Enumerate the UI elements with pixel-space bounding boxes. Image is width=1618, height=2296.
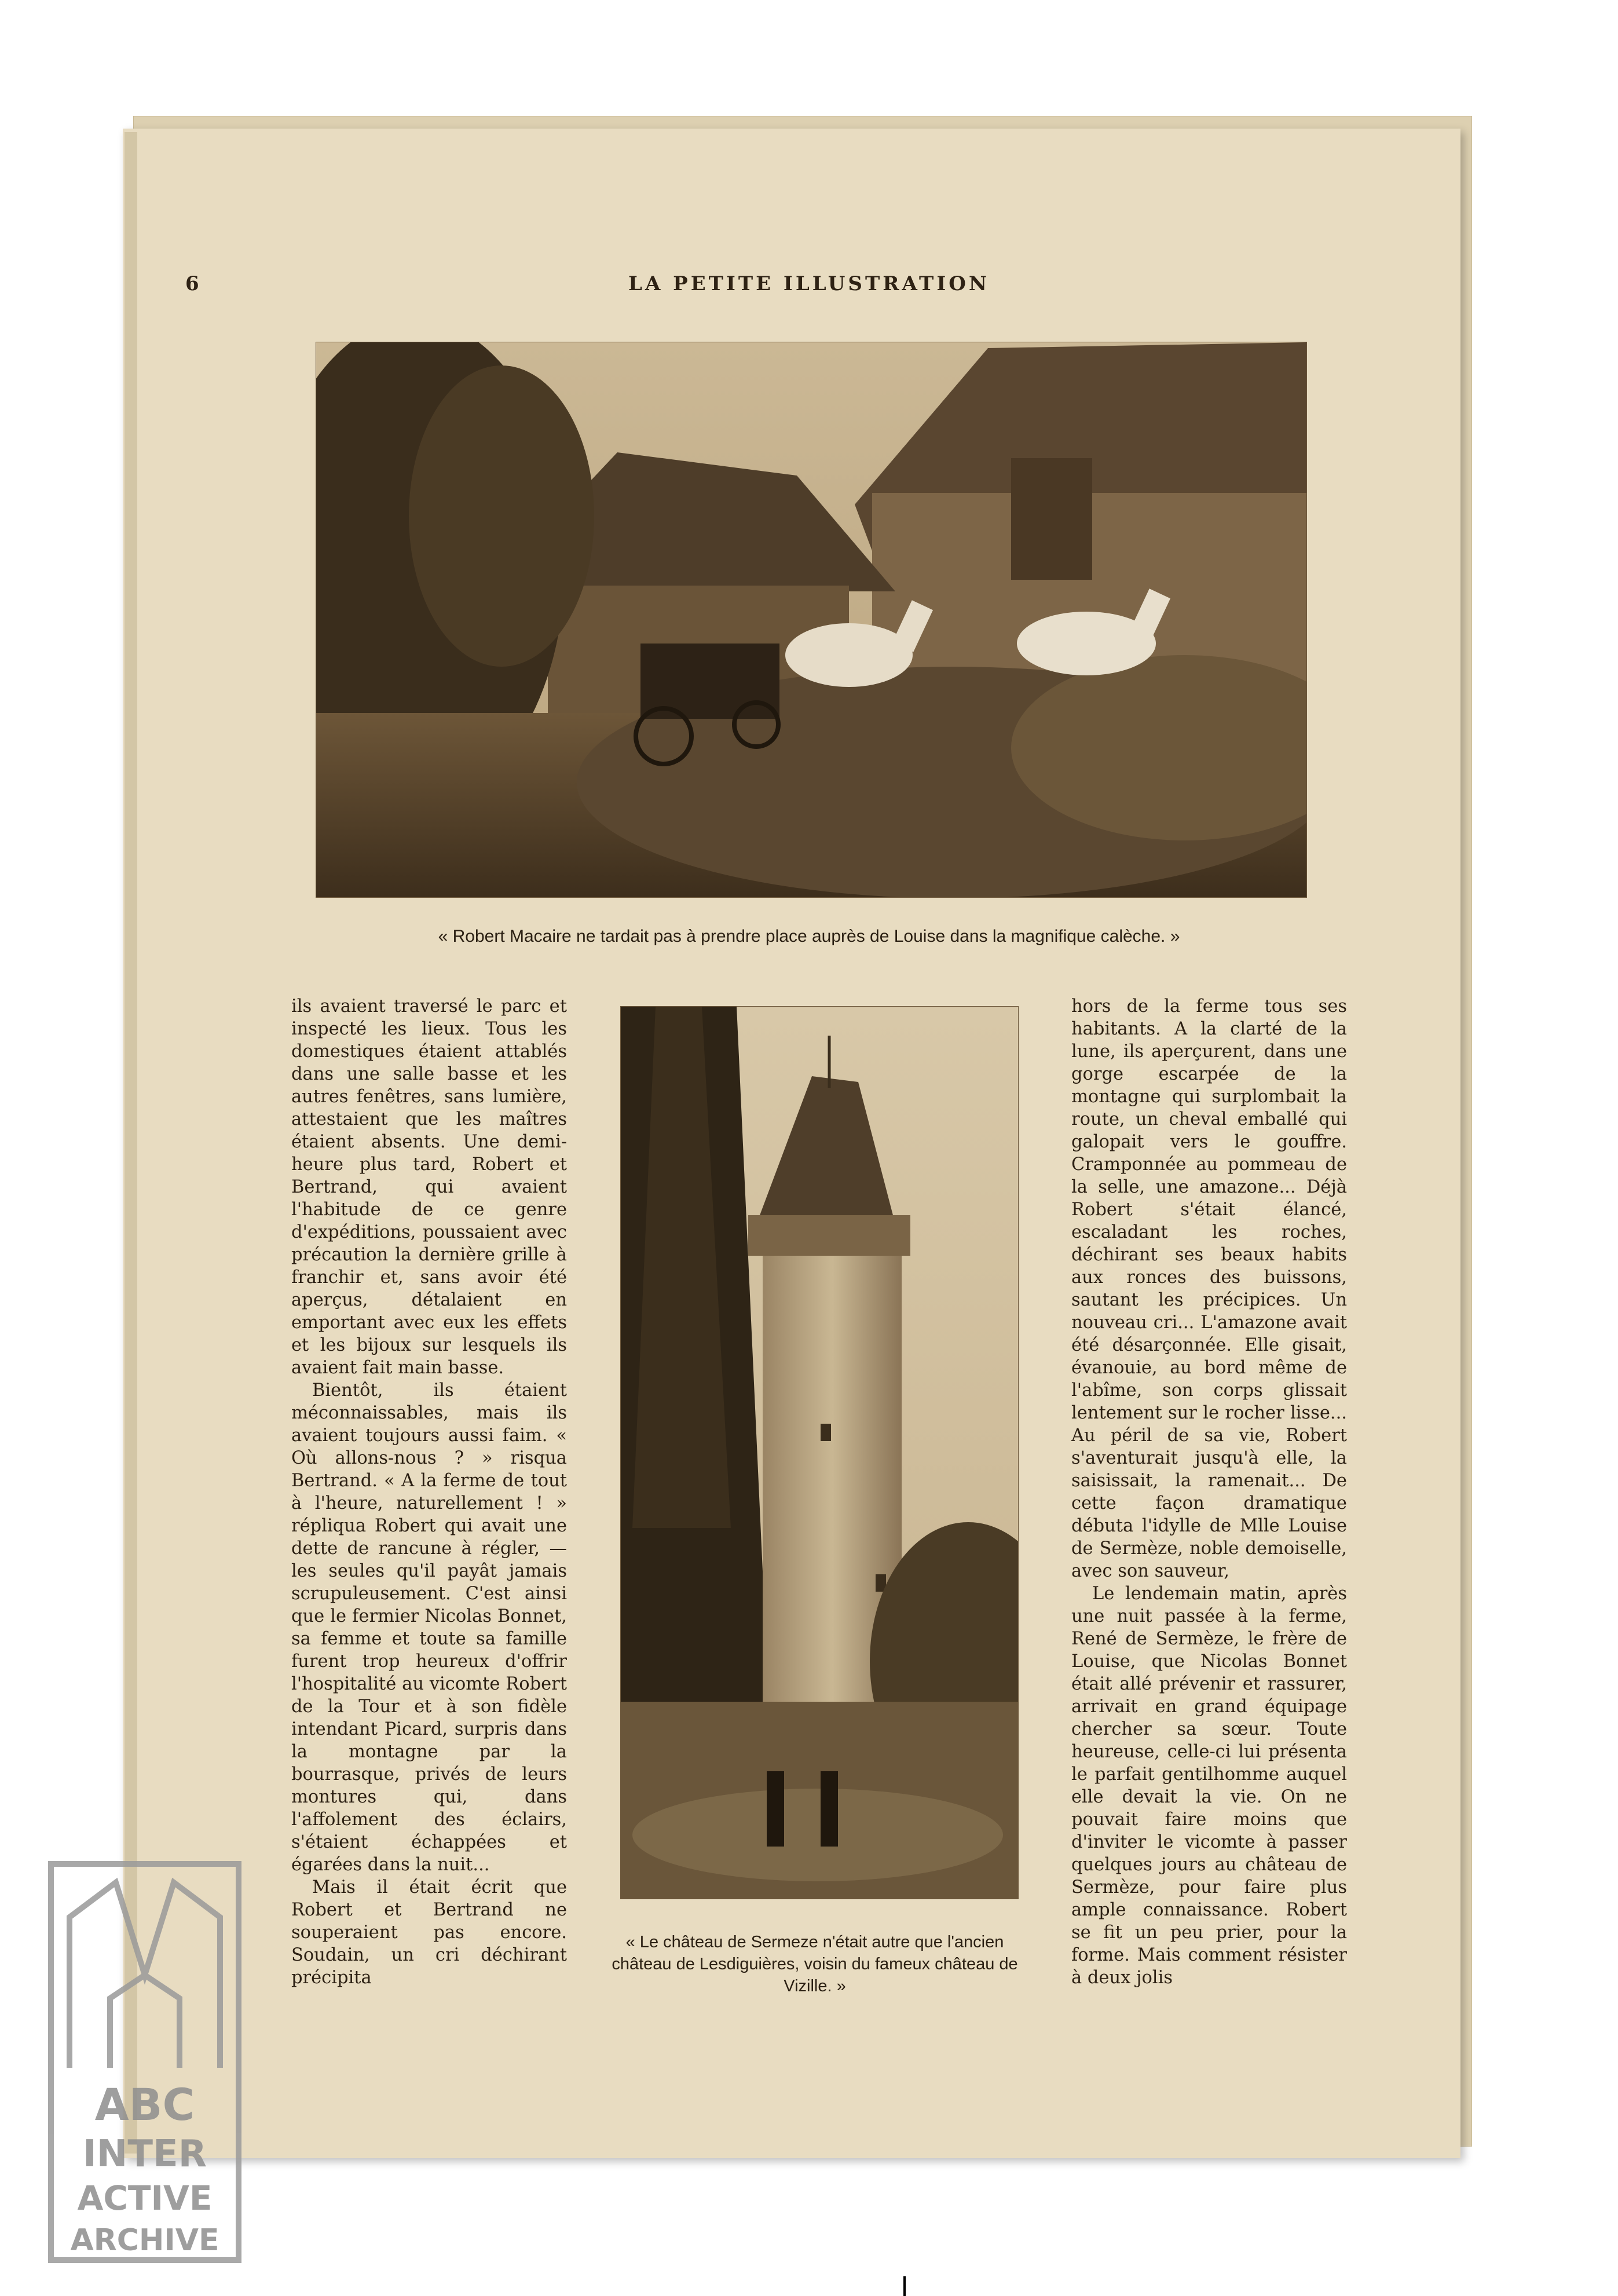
svg-text:ARCHIVE: ARCHIVE [70,2223,219,2258]
center-photo-caption: « Le château de Sermeze n'était autre que l'ancien château de Lesdiguières, voisin du fameux château de Vizille. » [612,1933,1018,1995]
scan-mark [903,2276,906,2296]
paragraph: Bientôt, ils étaient méconnaissables, mais ils avaient toujours aussi faim. « Où allons-nous ? » risqua Bertrand. « A la ferme de tout à l'heure, naturellement ! » répliqua Robert qui avait une dette de rancune à régler, — les seules qu'il payât jamais scrupuleusement. C'est ainsi que le fermier Nicolas Bonnet, sa femme et toute sa famille furent trop heureux d'offrir l'hospitalité au vicomte Robert de la Tour et à son fidèle intendant Picard, surpris dans la montagne par la bourrasque, privés de leurs montures qui, dans l'affolement des éclairs, s'étaient échappées et égarées dans la nuit... [291,1380,567,1875]
journal-title: LA PETITE ILLUSTRATION [628,272,990,295]
paragraph: hors de la ferme tous ses habitants. A la clarté de la lune, ils aperçurent, dans une gorge escarpée de la montagne qui surplombait la route, un cheval emballé qui galopait vers le gouffre. Cramponnée au pommeau de la selle, une amazone... Déjà Robert s'était élancé, escaladant les roches, déchirant ses beaux habits aux ronces des buissons, sautant les précipices. Un nouveau cri... L'amazone avait été désarçonnée. Elle gisait, évanouie, au bord même de l'abîme, son corps glissait lentement sur le rocher lisse... Au péril de sa vie, Robert s'aventurait jusqu'à elle, la saisissait, la ramenait... De cette façon dramatique débuta l'idylle de Mlle Louise de Sermèze, noble demoiselle, avec son sauveur, [1071,996,1347,1581]
text-column-right [1071,995,1347,1989]
top-photo-caption: « Robert Macaire ne tardait pas à prendre place auprès de Louise dans la magnifique calèche. » [438,927,1180,946]
svg-text:ACTIVE: ACTIVE [77,2178,213,2218]
paragraph: Mais il était écrit que Robert et Bertrand ne souperaient pas encore. Soudain, un cri déchirant précipita [291,1877,567,1988]
svg-text:ABC: ABC [94,2079,195,2130]
paragraph: Le lendemain matin, après une nuit passée à la ferme, René de Sermèze, le frère de Louise, que Nicolas Bonnet était allé prévenir et rassurer, arrivait en grand équipage chercher sa sœur. Toute heureuse, celle-ci lui présenta le parfait gentilhomme auquel elle devait la vie. On ne pouvait faire moins que d'inviter le vicomte à passer quelques jours au château de Sermèze, pour faire plus ample connaissance. Robert se fit un peu prier, pour la forme. Mais comment résister à deux jolis [1071,1584,1347,1988]
page-edge [125,132,137,2154]
page-header [0,272,1618,307]
page-number: 6 [185,272,199,295]
paragraph: ils avaient traversé le parc et inspecté les lieux. Tous les domestiques étaient attablés dans une salle basse et les autres fenêtres, sans lumière, attestaient que les maîtres étaient absents. Une demi-heure plus tard, Robert et Bertrand, qui avaient l'habitude de ce genre d'expéditions, poussaient avec précaution la dernière grille à franchir et, sans avoir été aperçus, détalaient en emportant avec eux les effets et les bijoux sur lesquels ils avaient fait main basse. [291,996,567,1378]
text-column-left [291,995,567,1989]
top-photo-carriage [316,342,1307,898]
archive-watermark-logo [46,1859,243,2265]
svg-text:INTER: INTER [82,2133,207,2176]
center-photo-tower [620,1006,1019,1899]
